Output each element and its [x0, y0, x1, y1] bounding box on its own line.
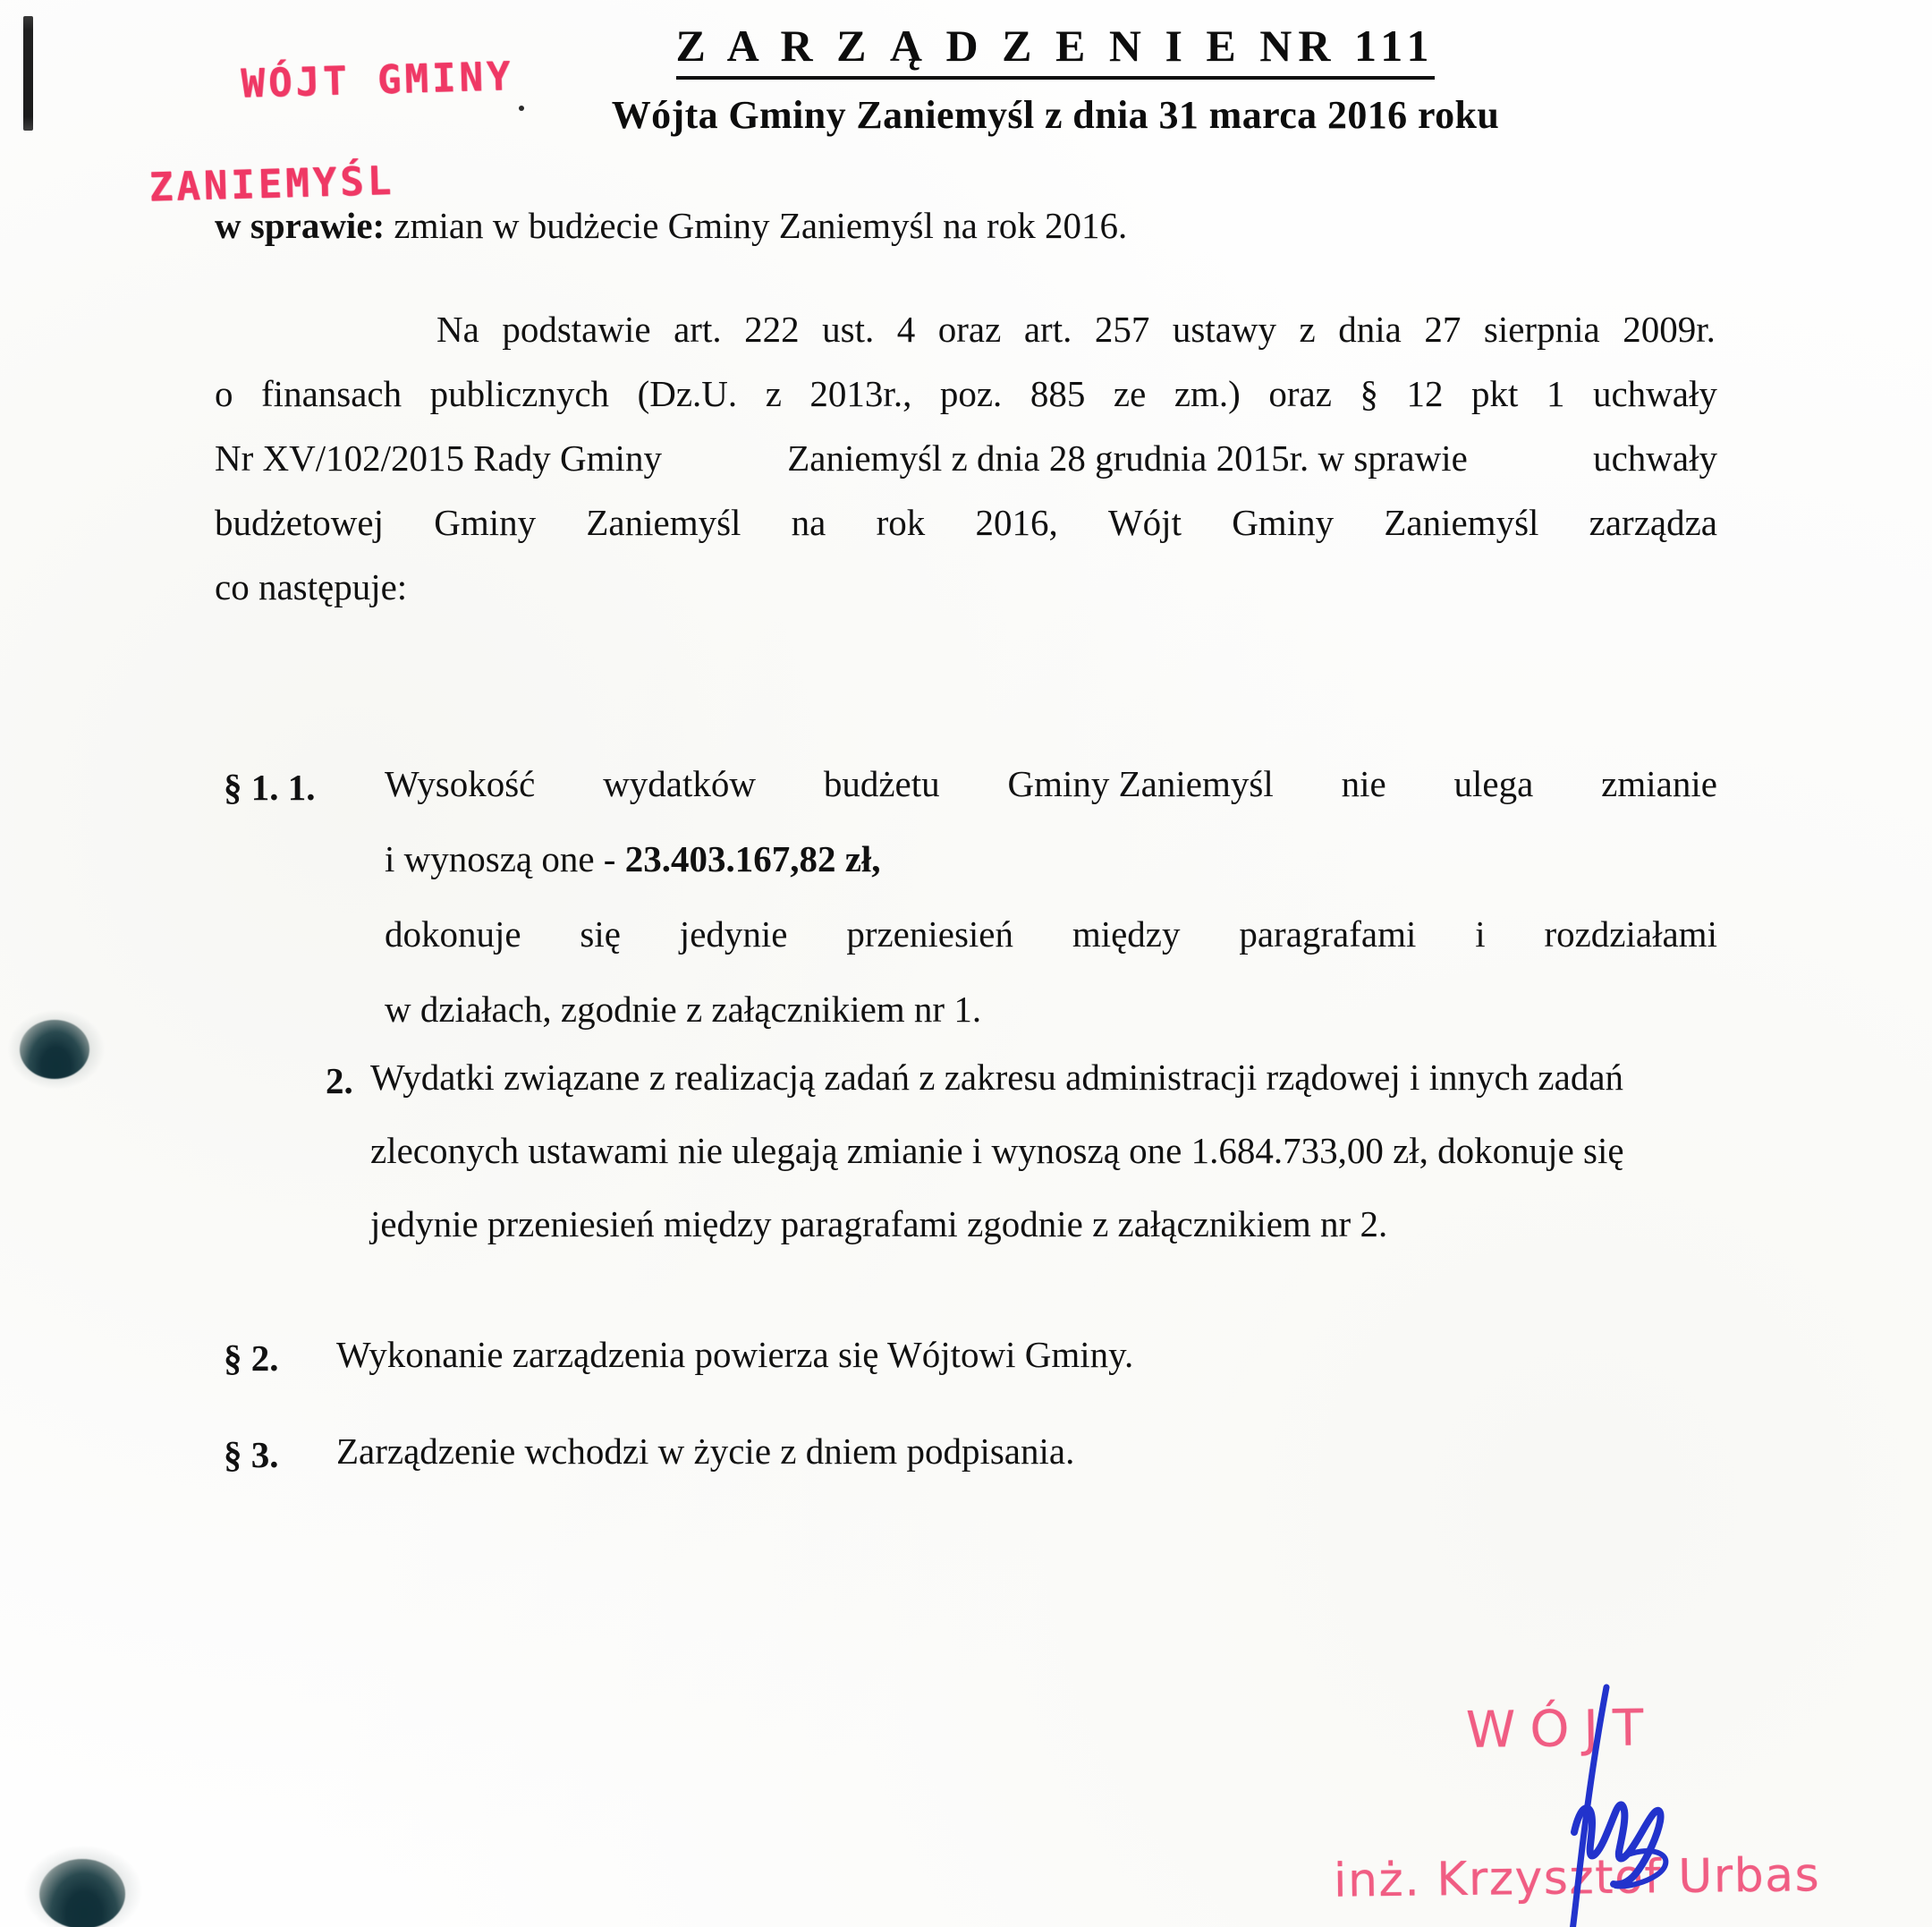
paragraph-3-text: Zarządzenie wchodzi w życie z dniem podpisania. [336, 1430, 1075, 1472]
preamble-line-1 [436, 311, 1716, 348]
word: 1 [1546, 373, 1565, 414]
word: 222 [744, 309, 800, 350]
word: ust. [822, 309, 875, 350]
word: Nr XV/102/2015 Rady Gminy [215, 437, 662, 479]
word: rozdziałami [1544, 913, 1717, 955]
word: Wysokość [385, 763, 536, 804]
word: 2016, [975, 502, 1058, 543]
word: Na [436, 309, 479, 350]
word: dnia [1338, 309, 1402, 350]
word: się [580, 913, 621, 955]
word: oraz [1268, 373, 1332, 414]
word: Wójt [1107, 502, 1182, 543]
paragraph-1-line-4: w działach, zgodnie z załącznikiem nr 1. [385, 989, 982, 1030]
paragraph-1-amount-line [385, 838, 881, 879]
subject-text: zmian w budżecie Gminy Zaniemyśl na rok 2016. [394, 205, 1128, 246]
word: uchwały [1593, 437, 1717, 479]
word: na [791, 502, 826, 543]
word: jedynie [679, 913, 788, 955]
word: 257 [1094, 309, 1150, 350]
signature-stamp-name: inż. Krzysztof Urbas [1333, 1848, 1821, 1908]
signature-stamp [1333, 1697, 1821, 1908]
word: Gminy [434, 502, 537, 543]
word: pkt [1471, 373, 1519, 414]
word: 4 [896, 309, 916, 350]
word: zarządza [1589, 502, 1717, 543]
word: (Dz.U. [637, 373, 738, 414]
word: publicznych [429, 373, 610, 414]
title-block [501, 20, 1610, 138]
word: ze [1113, 373, 1147, 414]
word: finansach [261, 373, 402, 414]
expenditure-amount: 23.403.167,82 zł, [624, 838, 881, 879]
preamble-line-4 [215, 502, 1717, 543]
page-title: Z A R Z Ą D Z E N I E NR 111 [676, 20, 1436, 80]
word: paragrafami [1239, 913, 1417, 955]
word: ustawy [1172, 309, 1277, 350]
word: 2013r., [809, 373, 912, 414]
word: rok [876, 502, 926, 543]
word: z [765, 373, 782, 414]
word: nie [1341, 763, 1386, 804]
word: ulega [1453, 763, 1534, 804]
office-stamp-line2: ZANIEMYŚL [148, 157, 395, 211]
paragraph-1-item-2-line-3: jedynie przeniesień między paragrafami zgodnie z załącznikiem nr 2. [370, 1203, 1388, 1244]
word: art. [674, 309, 722, 350]
paragraph-1-marker: § 1. 1. [224, 767, 316, 808]
hole-punch-upper [20, 1020, 89, 1079]
office-stamp [130, 2, 520, 315]
word: 27 [1424, 309, 1462, 350]
document-subtitle: Wójta Gminy Zaniemyśl z dnia 31 marca 2016 roku [611, 93, 1500, 137]
word: Zaniemyśl [586, 502, 741, 543]
hole-punch-lower [39, 1859, 125, 1927]
paragraph-1-item-2-line-2: zleconych ustawami nie ulegają zmianie i wynoszą one 1.684.733,00 zł, dokonuje się [370, 1130, 1624, 1171]
word: dokonuje [385, 913, 521, 955]
subject-label: w sprawie: [215, 205, 386, 246]
paragraph-1-line-1 [385, 763, 1717, 804]
word: i [1475, 913, 1486, 955]
scan-edge-artifact [23, 16, 33, 131]
word: § [1360, 373, 1378, 414]
word: oraz [937, 309, 1002, 350]
word: Zaniemyśl [1384, 502, 1539, 543]
word: sierpnia [1483, 309, 1600, 350]
office-stamp-line1: WÓJT GMINY [240, 54, 515, 107]
word: podstawie [502, 309, 651, 350]
subject-line [215, 205, 1128, 246]
word: o [215, 373, 233, 414]
paragraph-1-item-2-marker: 2. [326, 1060, 353, 1101]
signature-stamp-title: WÓJT [1465, 1699, 1658, 1760]
word: Zaniemyśl z dnia 28 grudnia 2015r. w sprawie [787, 437, 1468, 479]
scan-speck [519, 106, 524, 111]
paragraph-1-item-2-line-1: Wydatki związane z realizacją zadań z zakresu administracji rządowej i innych zadań [370, 1057, 1624, 1098]
word: Gminy Zaniemyśl [1007, 763, 1274, 804]
paragraph-3-marker: § 3. [224, 1434, 279, 1475]
word: zmianie [1601, 763, 1717, 804]
word: z [1299, 309, 1316, 350]
word: zm.) [1174, 373, 1241, 414]
paragraph-1-line-3 [385, 913, 1717, 955]
preamble-line-3 [215, 437, 1717, 479]
word: budżetowej [215, 502, 384, 543]
word: 885 [1030, 373, 1086, 414]
paragraph-2-text: Wykonanie zarządzenia powierza się Wójtowi Gminy. [336, 1334, 1134, 1375]
word: między [1072, 913, 1181, 955]
amount-prefix: i wynoszą one - [385, 838, 616, 879]
word: poz. [939, 373, 1003, 414]
word: 12 [1406, 373, 1444, 414]
word: budżetu [823, 763, 940, 804]
preamble-line-5: co następuje: [215, 566, 408, 607]
word: 2009r. [1623, 309, 1716, 350]
word: przeniesień [846, 913, 1013, 955]
word: Gminy [1232, 502, 1335, 543]
word: wydatków [603, 763, 757, 804]
preamble-line-2 [215, 373, 1717, 414]
word: uchwały [1592, 373, 1717, 414]
word: art. [1023, 309, 1072, 350]
paragraph-2-marker: § 2. [224, 1337, 279, 1379]
